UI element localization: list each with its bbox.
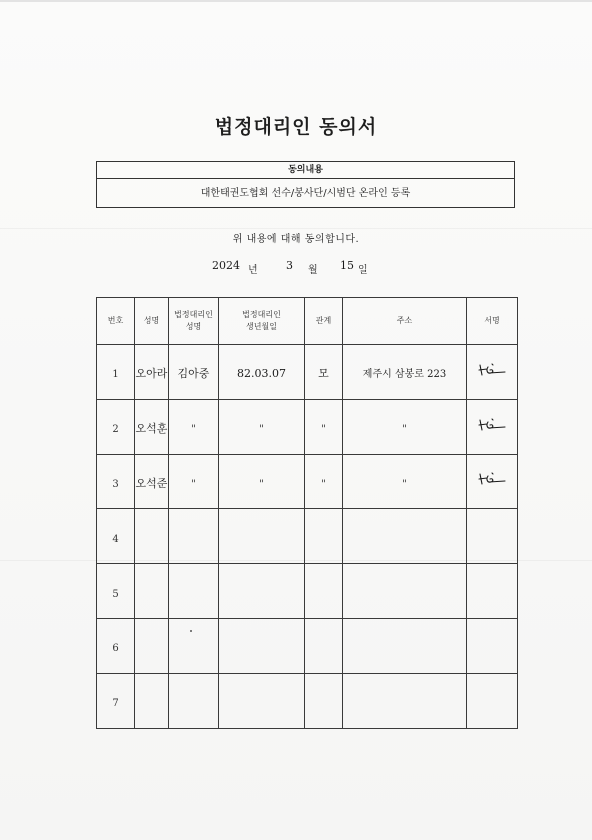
signature bbox=[467, 564, 518, 619]
guardian-birthdate bbox=[219, 345, 305, 400]
guardian-name bbox=[169, 509, 219, 564]
row-number bbox=[97, 399, 135, 454]
header-guardian-birth: 법정대리인 생년월일 bbox=[219, 298, 305, 345]
guardian-table bbox=[96, 297, 518, 729]
student-name-text: 오아라 bbox=[135, 367, 168, 381]
relation-text: " bbox=[321, 424, 326, 436]
row-number bbox=[97, 345, 135, 400]
row-number-text: 1 bbox=[112, 369, 119, 381]
student-name bbox=[135, 454, 169, 509]
consent-box bbox=[96, 161, 515, 208]
address-text: " bbox=[402, 478, 407, 490]
relation bbox=[305, 509, 343, 564]
relation bbox=[305, 399, 343, 454]
guardian-name-text: " bbox=[191, 424, 196, 436]
guardian-name-text: " bbox=[191, 478, 196, 490]
row-number-text: 7 bbox=[112, 698, 119, 710]
signature bbox=[467, 399, 518, 454]
row-number-text: 3 bbox=[112, 478, 119, 490]
table-row bbox=[97, 345, 518, 400]
header-signature: 서명 bbox=[467, 298, 518, 345]
date-day: 15 bbox=[340, 259, 354, 272]
guardian-birthdate bbox=[219, 454, 305, 509]
row-number bbox=[97, 509, 135, 564]
header-guardian-name: 법정대리인 성명 bbox=[169, 298, 219, 345]
table-row bbox=[97, 454, 518, 509]
stray-mark bbox=[190, 630, 192, 632]
student-name-text: 오석훈 bbox=[135, 422, 168, 436]
address bbox=[343, 673, 467, 728]
student-name bbox=[135, 345, 169, 400]
address bbox=[343, 618, 467, 673]
row-number-text: 2 bbox=[112, 424, 119, 436]
scan-edge bbox=[0, 0, 592, 2]
signature bbox=[467, 345, 518, 400]
address bbox=[343, 399, 467, 454]
table-row bbox=[97, 673, 518, 728]
relation bbox=[305, 345, 343, 400]
signature-icon bbox=[477, 470, 507, 488]
guardian-birthdate bbox=[219, 399, 305, 454]
header-name: 성명 bbox=[135, 298, 169, 345]
guardian-name bbox=[169, 399, 219, 454]
guardian-name-text: 김아중 bbox=[177, 367, 210, 381]
relation bbox=[305, 673, 343, 728]
agreement-text: 위 내용에 대해 동의합니다. bbox=[232, 234, 360, 245]
address bbox=[343, 509, 467, 564]
row-number-text: 4 bbox=[112, 533, 119, 545]
guardian-birthdate-text: 82.03.07 bbox=[237, 367, 286, 381]
relation-text: 모 bbox=[318, 367, 329, 381]
guardian-name bbox=[169, 618, 219, 673]
consent-content: 대한태권도협회 선수/봉사단/시범단 온라인 등록 bbox=[200, 188, 411, 199]
table-row bbox=[97, 618, 518, 673]
address bbox=[343, 564, 467, 619]
guardian-birthdate-text: " bbox=[259, 478, 264, 490]
guardian-birthdate bbox=[219, 509, 305, 564]
guardian-birthdate bbox=[219, 618, 305, 673]
address bbox=[343, 454, 467, 509]
date-day-unit: 일 bbox=[358, 265, 368, 276]
address bbox=[343, 345, 467, 400]
table-body bbox=[97, 345, 518, 729]
date-month-unit: 월 bbox=[308, 265, 318, 276]
row-number-text: 6 bbox=[112, 643, 119, 655]
guardian-name bbox=[169, 454, 219, 509]
document-title: 법정대리인 동의서 bbox=[214, 116, 378, 138]
row-number bbox=[97, 673, 135, 728]
row-number bbox=[97, 618, 135, 673]
header-relation: 관계 bbox=[305, 298, 343, 345]
date-year-unit: 년 bbox=[248, 265, 258, 276]
student-name bbox=[135, 509, 169, 564]
date-year: 2024 bbox=[212, 259, 240, 272]
guardian-name bbox=[169, 673, 219, 728]
relation bbox=[305, 564, 343, 619]
student-name bbox=[135, 673, 169, 728]
row-number-text: 5 bbox=[112, 588, 119, 600]
guardian-birthdate-text: " bbox=[259, 424, 264, 436]
signature bbox=[467, 618, 518, 673]
header-address: 주소 bbox=[343, 298, 467, 345]
row-number bbox=[97, 454, 135, 509]
table-row bbox=[97, 399, 518, 454]
signature-icon bbox=[477, 361, 507, 379]
consent-heading: 동의내용 bbox=[97, 162, 514, 179]
paper-crease bbox=[0, 228, 592, 229]
signature bbox=[467, 673, 518, 728]
relation bbox=[305, 618, 343, 673]
table-row bbox=[97, 509, 518, 564]
student-name-text: 오석준 bbox=[135, 476, 168, 490]
address-text: " bbox=[402, 424, 407, 436]
signature-icon bbox=[477, 416, 507, 434]
relation bbox=[305, 454, 343, 509]
signature bbox=[467, 454, 518, 509]
table-row bbox=[97, 564, 518, 619]
guardian-name bbox=[169, 345, 219, 400]
student-name bbox=[135, 618, 169, 673]
guardian-name bbox=[169, 564, 219, 619]
row-number bbox=[97, 564, 135, 619]
student-name bbox=[135, 399, 169, 454]
address-text: 제주시 삼봉로 223 bbox=[362, 369, 447, 381]
student-name bbox=[135, 564, 169, 619]
table-header-row bbox=[97, 298, 518, 345]
relation-text: " bbox=[321, 478, 326, 490]
guardian-birthdate bbox=[219, 673, 305, 728]
date-month: 3 bbox=[286, 259, 293, 272]
signature bbox=[467, 509, 518, 564]
guardian-birthdate bbox=[219, 564, 305, 619]
header-number: 번호 bbox=[97, 298, 135, 345]
